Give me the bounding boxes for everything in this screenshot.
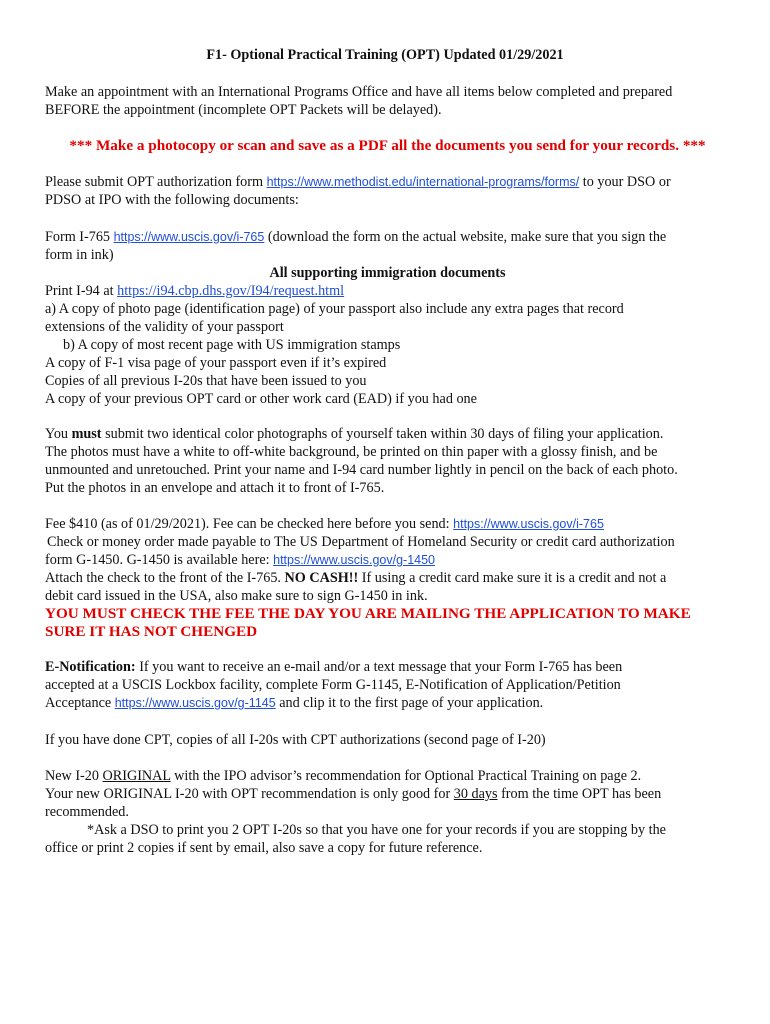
list-item (45, 372, 730, 390)
fee-text: Fee $410 (as of 01/29/2021). Fee can be checked here before you send: (45, 516, 454, 532)
new-i20-text: with the IPO advisor’s recommendation for Optional Practical Training on page 2. (170, 768, 642, 784)
photocopy-warning: *** Make a photocopy or scan and save as a PDF all the documents you send for your records. *** (69, 137, 706, 154)
must-emphasis: must (71, 426, 102, 442)
supporting-heading: All supporting immigration documents (269, 265, 506, 281)
enotification-label: E-Notification: (45, 659, 136, 675)
list-item-text: extensions of the validity of your passport (45, 319, 284, 335)
list-item-text: A copy of your previous OPT card or other work card (EAD) if you had one (45, 391, 477, 407)
fee-alert: SURE IT HAS NOT CHENGED (45, 623, 258, 640)
list-item-text: Copies of all previous I-20s that have been issued to you (45, 373, 367, 389)
fee-paragraph (45, 515, 730, 641)
photos-paragraph (45, 425, 730, 497)
submit-text: Please submit OPT authorization form (45, 174, 267, 190)
enotification-text: Acceptance (45, 695, 115, 711)
uscis-i765-fee-link[interactable]: https://www.uscis.gov/i-765 (453, 517, 604, 531)
enotification-text: and clip it to the first page of your application. (275, 695, 544, 711)
photos-text: The photos must have a white to off-white background, be printed on thin paper with a glossy finish, and be (45, 444, 658, 460)
dso-note: *Ask a DSO to print you 2 OPT I-20s so that you have one for your records if you are stopping by the (87, 822, 666, 838)
thirty-days-emphasis: 30 days (453, 786, 498, 802)
list-item (45, 300, 730, 318)
new-i20-text: from the time OPT has been (497, 786, 662, 802)
cpt-item (45, 731, 730, 749)
enotification-paragraph (45, 658, 730, 712)
photos-text: submit two identical color photographs of yourself taken within 30 days of filing your application. (101, 426, 664, 442)
photos-text: unmounted and unretouched. Print your name and I-94 card number lightly in pencil on the back of each photo. (45, 462, 678, 478)
i765-text: (download the form on the actual website, make sure that you sign the (264, 229, 667, 245)
original-emphasis: ORIGINAL (102, 768, 171, 784)
enotification-text: accepted at a USCIS Lockbox facility, complete Form G-1145, E-Notification of Application/Petition (45, 677, 621, 693)
fee-text: Attach the check to the front of the I-765. (45, 570, 285, 586)
intro-line: BEFORE the appointment (incomplete OPT Packets will be delayed). (45, 102, 442, 118)
new-i20-text: recommended. (45, 804, 129, 820)
new-i20-text: New I-20 (45, 768, 103, 784)
uscis-g1450-link[interactable]: https://www.uscis.gov/g-1450 (273, 553, 436, 567)
cpt-text: If you have done CPT, copies of all I-20s with CPT authorizations (second page of I-20) (45, 732, 546, 748)
list-item-text: Print I-94 at (45, 283, 118, 299)
submit-paragraph (45, 173, 730, 209)
list-item (45, 282, 730, 300)
intro-line: Make an appointment with an International Programs Office and have all items below completed and prepared (45, 84, 673, 100)
fee-text: Check or money order made payable to The US Department of Homeland Security or credit card authorization (47, 534, 675, 550)
methodist-forms-link[interactable]: https://www.methodist.edu/international-programs/forms/ (266, 175, 580, 189)
no-cash-emphasis: NO CASH!! (284, 570, 359, 586)
list-item (45, 354, 730, 372)
list-item-text: A copy of F-1 visa page of your passport even if it’s expired (45, 355, 387, 371)
uscis-i765-link[interactable]: https://www.uscis.gov/i-765 (113, 230, 265, 244)
list-item-text: b) A copy of most recent page with US immigration stamps (63, 337, 401, 353)
fee-text: debit card issued in the USA, also make sure to sign G-1450 in ink. (45, 588, 428, 604)
submit-text: to your DSO or (579, 174, 671, 190)
document-title: F1- Optional Practical Training (OPT) Updated 01/29/2021 (206, 47, 564, 63)
new-i20-text: Your new ORIGINAL I-20 with OPT recommendation is only good for (45, 786, 454, 802)
supporting-list (45, 282, 730, 408)
uscis-g1145-link[interactable]: https://www.uscis.gov/g-1145 (114, 696, 276, 710)
i94-link[interactable]: https://i94.cbp.dhs.gov/I94/request.html (117, 283, 345, 299)
fee-text: If using a credit card make sure it is a credit and not a (358, 570, 667, 586)
dso-note: office or print 2 copies if sent by email, also save a copy for future reference. (45, 840, 483, 856)
intro-paragraph (45, 83, 730, 119)
photos-text: Put the photos in an envelope and attach it to front of I-765. (45, 480, 385, 496)
new-i20-paragraph (45, 767, 730, 857)
list-item (45, 390, 730, 408)
i765-text: form in ink) (45, 247, 114, 263)
fee-text: form G-1450. G-1450 is available here: (45, 552, 274, 568)
enotification-text: If you want to receive an e-mail and/or a text message that your Form I-765 has been (135, 659, 623, 675)
i765-text: Form I-765 (45, 229, 114, 245)
list-item-text: a) A copy of photo page (identification page) of your passport also include any extra pages that record (45, 301, 624, 317)
submit-text: PDSO at IPO with the following documents: (45, 192, 299, 208)
fee-alert: YOU MUST CHECK THE FEE THE DAY YOU ARE MAILING THE APPLICATION TO MAKE (45, 605, 691, 622)
i765-item (45, 228, 730, 264)
photos-text: You (45, 426, 72, 442)
